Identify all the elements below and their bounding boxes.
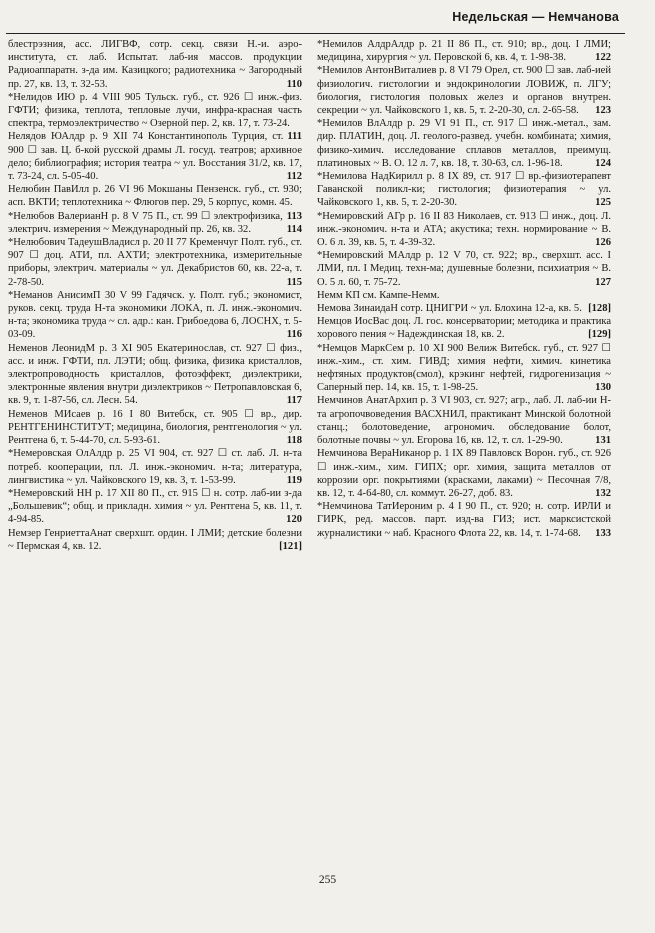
entry-number: 127 <box>595 276 611 288</box>
entry-number: 124 <box>595 157 611 169</box>
entry-text: блестрэзния, асс. ЛИГВФ, сотр. секц. связи Н.-и. аэро-института, ст. лаб. Испытат. лаб-ия массов. продукции Радиоаппаратн. з-да им. Казицкого; радиотехника ~ Загородный пр. 27, кв. 13, т. 32-53. <box>8 39 302 90</box>
dictionary-entry <box>317 447 611 500</box>
entry-number: [129] <box>588 329 611 341</box>
entry-text: Неменов ЛеонидМ р. 3 XI 905 Екатеринослав, ст. 927 ☐ физ., асс. и инж. ГФТИ, пл. ЛЭТИ; общ. физика, физика кристаллов, электропроводность кристаллов, фотоэффект, диэлектрики, электронные явления внутри диэлектриков ~ Петропавловская 6, кв. 9, т. 1-87-56, сл. Лесн. 54. <box>8 342 302 407</box>
entry-text: *Немировский МАлдр р. 12 V 70, ст. 922; вр., сверхшт. асс. I ЛМИ, пл. I Медиц. техн-ма; душевные болезни, психиатрия ~ В. О. 5 л. 60, т. 75-72. <box>317 250 611 288</box>
dictionary-entry <box>8 236 302 289</box>
entry-number: [128] <box>588 303 611 315</box>
running-header <box>0 8 655 30</box>
entry-number: 117 <box>286 395 302 407</box>
header-rule <box>6 33 625 34</box>
entry-text: *Немеровский НН р. 17 XII 80 П., ст. 915 ☐ н. сотр. лаб-ии з-да „Большевик“; общ. и прикладн. химия ~ ул. Рентгена 5, кв. 11, т. 4-94-85. <box>8 487 302 526</box>
dictionary-entry <box>317 64 611 117</box>
entry-number: 112 <box>286 171 302 183</box>
entry-number: 123 <box>595 105 611 117</box>
dictionary-entry <box>317 315 611 341</box>
entry-number: 125 <box>595 197 611 209</box>
dictionary-entry <box>317 394 611 447</box>
entry-text: *Немчинова ТатИероним р. 4 I 90 П., ст. 920; н. сотр. ИРЛИ и ГИРК, ред. массов. парт. изд-ва ГИЗ; ист. марксистской журналистики ~ наб. Красного Флота 22, кв. 14, т. 1-74-68. <box>317 501 611 539</box>
left-column <box>8 38 302 870</box>
dictionary-entry <box>8 210 302 236</box>
dictionary-entry <box>317 210 611 250</box>
entry-text: *Нелидов ИЮ р. 4 VIII 905 Тульск. губ., ст. 926 ☐ инж.-физ. ГФТИ; физика, теплота, тепловые лучи, инфра-красная часть спектра, термоэлектричество ~ Озерной пер. 2, кв. 17, т. 73-24. <box>8 91 302 130</box>
entry-number: 115 <box>286 276 302 288</box>
entry-number: 133 <box>595 527 611 539</box>
dictionary-entry <box>8 130 302 183</box>
entry-text: *Нелюбович ТадеушВладисл р. 20 II 77 Кременчуг Полт. губ., ст. 907 ☐ доц. АТИ, пл. АХТИ; электротехника, измерительные приборы, электрич. материалы ~ ул. Декабристов 60, кв. 22-а, т. 2-78-50. <box>8 237 302 288</box>
dictionary-entry <box>317 249 611 289</box>
dictionary-entry <box>8 408 302 448</box>
text-columns <box>8 38 618 868</box>
entry-text: Немзер ГенриеттаАнат сверхшт. ордин. I ЛМИ; детские болезни ~ Пермская 4, кв. 12. <box>8 527 302 552</box>
entry-number: [121] <box>279 540 302 552</box>
dictionary-entry <box>8 183 302 222</box>
entry-number: 126 <box>595 237 611 249</box>
entry-number: 110 <box>286 78 302 90</box>
entry-number: 114 <box>286 223 302 235</box>
entry-text: *Немилов АлдрАлдр р. 21 II 86 П., ст. 910; вр., доц. I ЛМИ; медицина, хирургия ~ ул. Перовской 6, кв. 4, т. 1-98-38. <box>317 39 611 64</box>
entry-text: Неменов МИсаев р. 16 I 80 Витебск, ст. 905 ☐ вр., дир. РЕНТГЕНИНСТИТУТ; медицина, биология, рентгенология ~ ул. Рентгена 6, т. 5-44-70, сл. 5-93-61. <box>8 408 302 447</box>
dictionary-entry <box>8 38 302 91</box>
dictionary-entry <box>8 289 302 342</box>
dictionary-entry <box>8 447 302 487</box>
dictionary-entry <box>317 302 611 315</box>
entry-text: Немцов ИосВас доц. Л. гос. консерватории; методика и практика хорового пения ~ Надеждинская 18, кв. 2. <box>317 316 611 341</box>
entry-text: Немчинов АнатАрхип р. 3 VI 903, ст. 927; агр., лаб. Л. лаб-ии Н-та агропочвоведения ВАСХНИЛ, практикант Минской болотной станц.; болотоведение, агрономич. обследование болот, болотные почвы ~ ул. Егорова 16, кв. 12, т. сл. 1-29-90. <box>317 395 611 447</box>
entry-text: Нелюбин ПавИлл р. 26 VI 96 Мокшаны Пензенск. губ., ст. 930; асп. ВКТИ; теплотехника ~ Флюгов пер. 29, 5 корпус, комн. 45. <box>8 184 302 209</box>
dictionary-entry <box>8 487 302 527</box>
entry-number: 120 <box>286 514 302 526</box>
entry-text: Немм КП см. Кампе-Немм. <box>317 289 440 301</box>
entry-number: 113 <box>286 210 302 222</box>
page-number: 255 <box>318 874 337 886</box>
entry-text: *Неманов АнисимП 30 V 99 Гадячск. у. Полт. губ.; экономист, руков. секц. труда Н-та экономики ЛОКА, п. Л. инж.-экономич. н-та; экономика труда ~ сл. адр.: кан. Грибоедова 6, ЛОСНХ, т. 5-03-09. <box>8 289 302 341</box>
dictionary-entry <box>8 342 302 408</box>
entry-number: 131 <box>595 435 611 447</box>
dictionary-entry <box>317 500 611 540</box>
header-title: Недельская — Немчанова <box>452 10 619 24</box>
dictionary-entry <box>8 91 302 143</box>
dictionary-entry <box>317 117 611 170</box>
dictionary-entry <box>8 527 302 553</box>
entry-number: 116 <box>286 329 302 341</box>
dictionary-entry <box>317 170 611 210</box>
entry-text: *Нелюбов ВалерианН р. 8 V 75 П., ст. 99 ☐ электрофизика, электрич. измерения ~ Международный пр. 26, кв. 32. <box>8 210 283 235</box>
entry-text: *Немилов АнтонВиталиев р. 8 VI 79 Орел, ст. 900 ☐ зав. лаб-ией физиологич. гистологии и эндокринологии ЛОВИЖ, п. ЛГУ; биология, гистология половых желез и органов внутрен. секреции ~ ул. Чайковского 1, кв. 5, т. 2-20-30, сл. 2-65-58. <box>317 65 611 117</box>
entry-text: *Немцов МаркСем р. 10 XI 900 Велиж Витебск. губ., ст. 927 ☐ инж.-хим., ст. хим. ГИВД; химия нефти, химич. кинетика нефтяных продуктов(смол), крэкинг нефтей, гидрогенизация ~ Саперный пер. 14, кв. 15, т. 1-98-25. <box>317 342 611 394</box>
entry-number: 111 <box>287 131 302 143</box>
entry-text: Немова ЗинаидаН сотр. ЦНИГРИ ~ ул. Блохина 12-а, кв. 5. <box>317 303 582 315</box>
entry-number: 130 <box>595 382 611 394</box>
entry-text: *Немилов ВлАлдр р. 29 VI 91 П., ст. 917 ☐ инж.-метал., зам. дир. ПЛАТИН, доц. Л. геолого-развед. учебн. комбината; химия, физико-химич. исследование сплавов металлов, преимущ. платиновых ~ В. О. 12 л. 7, кв. 18, т. 30-63, сл. 1-96-18. <box>317 118 611 169</box>
entry-text: Нелядов ЮАлдр р. 9 XII 74 Константинополь Турция, ст. 900 ☐ зав. Ц. б-кой русской драмы Л. госуд. театров; архивное дело; библиография; история театра ~ ул. Восстания 31/2, кв. 17, т. 73-24, сл. 5-05-40. <box>8 131 302 183</box>
dictionary-entry <box>317 289 611 302</box>
entry-number: 119 <box>286 474 302 486</box>
entry-text: *Немировский АГр р. 16 II 83 Николаев, ст. 913 ☐ инж., доц. Л. инж.-экономич. н-та и АТА; акустика; техн. нормирование ~ В. О. 6 л. 39, кв. 5, т. 4-39-32. <box>317 210 611 249</box>
dictionary-entry <box>317 38 611 64</box>
entry-number: 122 <box>595 52 611 64</box>
right-column <box>317 38 611 870</box>
entry-text: *Немеровская ОлАлдр р. 25 VI 904, ст. 927 ☐ ст. лаб. Л. н-та потреб. кооперации, пл. Л. инж.-экономич. н-та; литература, лингвистика ~ ул. Чайковского 19, кв. 3, т. 1-53-99. <box>8 448 302 486</box>
entry-number: 118 <box>286 435 302 447</box>
entry-number: 132 <box>595 487 611 499</box>
entry-text: Немчинова ВераНиканор р. 1 IX 89 Павловск Ворон. губ., ст. 926 ☐ инж.-хим., хим. ГИПХ; орг. химия, защита металлов от коррозии орг. покрытиями (красками, лаками) ~ Песочная 7/8, кв. 12, т. 4-64-80, сл. коммут. 26-27, доб. 83. <box>317 448 611 499</box>
entry-text: *Немилова НадКирилл р. 8 IX 89, ст. 917 ☐ вр.-физиотерапевт Гаванской поликл-ки; гистология; физиотерапия ~ ул. Чайковского 1, кв. 5, т. 2-20-30. <box>317 171 611 209</box>
dictionary-entry <box>317 342 611 395</box>
